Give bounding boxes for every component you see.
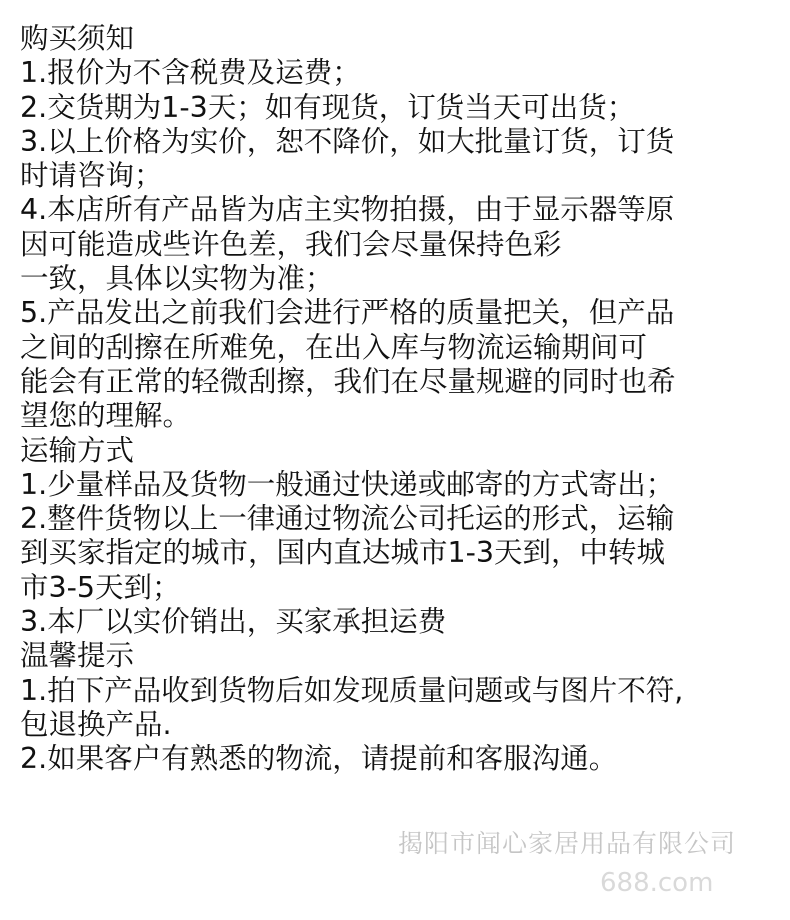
heading-purchase-notice: 购买须知	[20, 22, 135, 55]
text-line: 市3-5天到；	[20, 570, 181, 604]
text-line: 1.报价为不含税费及运费；	[20, 56, 361, 90]
text-line: 4.本店所有产品皆为店主实物拍摄，由于显示器等原	[20, 193, 675, 227]
text-line: 望您的理解。	[20, 399, 192, 433]
text-line: 3.以上价格为实价，恕不降价，如大批量订货，订货	[20, 124, 675, 158]
text-line: 2.如果客户有熟悉的物流，请提前和客服沟通。	[20, 742, 618, 776]
notice-document	[20, 22, 780, 777]
text-line: 2.交货期为1-3天；如有现货，订货当天可出货；	[20, 90, 636, 124]
text-line: 能会有正常的轻微刮擦，我们在尽量规避的同时也希	[20, 364, 676, 398]
text-line: 时请咨询；	[20, 159, 163, 193]
text-line: 一致，具体以实物为准；	[20, 262, 334, 296]
company-watermark: 揭阳市闻心家居用品有限公司	[398, 829, 737, 858]
text-line: 1.拍下产品收到货物后如发现质量问题或与图片不符,	[20, 673, 684, 707]
text-line: 到买家指定的城市，国内直达城市1-3天到，中转城	[20, 536, 666, 570]
domain-watermark: 688.com	[600, 868, 714, 898]
text-line: 5.产品发出之前我们会进行严格的质量把关，但产品	[20, 296, 675, 330]
text-line: 之间的刮擦在所难免，在出入库与物流运输期间可	[20, 330, 648, 364]
heading-shipping-method: 运输方式	[20, 433, 135, 467]
text-line: 3.本厂以实价销出，买家承担运费	[20, 605, 447, 639]
heading-friendly-tips: 温馨提示	[20, 639, 135, 673]
text-line: 因可能造成些许色差，我们会尽量保持色彩	[20, 227, 562, 261]
text-line: 2.整件货物以上一律通过物流公司托运的形式，运输	[20, 502, 675, 536]
text-line: 包退换产品.	[20, 707, 172, 741]
text-line: 1.少量样品及货物一般通过快递或邮寄的方式寄出；	[20, 467, 675, 501]
